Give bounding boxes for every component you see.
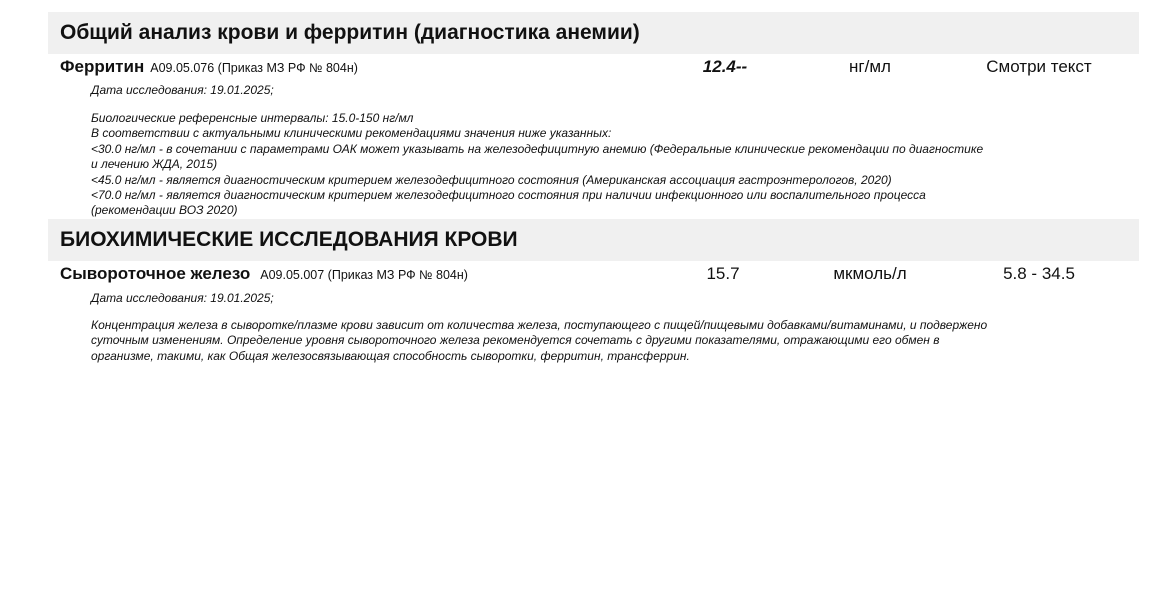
note-block-ferritin <box>91 111 1139 219</box>
note-line: (рекомендации ВОЗ 2020) <box>91 203 238 218</box>
research-date-serum-iron: Дата исследования: 19.01.2025; <box>91 291 274 305</box>
test-reference-ferritin: Смотри текст <box>986 57 1092 76</box>
test-value-serum-iron: 15.7 <box>706 264 740 283</box>
test-name-serum-iron <box>60 264 468 284</box>
test-unit-ferritin: нг/мл <box>849 57 891 76</box>
note-line: В соответствии с актуальными клиническими рекомендациями значения ниже указанных: <box>91 126 612 141</box>
test-row-ferritin <box>60 57 1140 81</box>
note-block-serum-iron <box>91 318 1139 364</box>
note-line: <70.0 нг/мл - является диагностическим критерием железодефицитного состояния при наличии инфекционного или воспалительного процесса <box>91 188 926 203</box>
test-code: A09.05.076 (Приказ МЗ РФ № 804н) <box>150 61 358 75</box>
note-line: и лечению ЖДА, 2015) <box>91 157 218 172</box>
note-line: суточным изменениям. Определение уровня сывороточного железа рекомендуется сочетать с другими показателями, отражающими его обмен в <box>91 333 940 348</box>
section-header-cbc: Общий анализ крови и ферритин (диагностика анемии) <box>48 12 1139 54</box>
test-value-ferritin: 12.4-- <box>702 57 748 76</box>
note-line: <45.0 нг/мл - является диагностическим критерием железодефицитного состояния (Американская ассоциация гастроэнтерологов, 2020) <box>91 172 892 187</box>
test-reference-serum-iron: 5.8 - 34.5 <box>1003 264 1075 283</box>
test-name-ferritin <box>60 57 358 77</box>
section-header-biochem: БИОХИМИЧЕСКИЕ ИССЛЕДОВАНИЯ КРОВИ <box>48 219 1139 261</box>
test-code: A09.05.007 (Приказ МЗ РФ № 804н) <box>260 268 468 282</box>
test-label: Ферритин <box>60 57 145 76</box>
note-line: организме, такими, как Общая железосвязывающая способность сыворотки, ферритин, трансферрин. <box>91 348 690 363</box>
test-row-serum-iron <box>60 264 1140 288</box>
research-date-ferritin: Дата исследования: 19.01.2025; <box>91 83 274 97</box>
test-unit-serum-iron: мкмоль/л <box>833 264 907 283</box>
note-line: Концентрация железа в сыворотке/плазме крови зависит от количества железа, поступающего с пищей/пищевыми добавками/витаминами, и подвержено <box>91 318 988 332</box>
note-line: Биологические референсные интервалы: 15.0-150 нг/мл <box>91 111 414 125</box>
test-label: Сывороточное железо <box>60 264 251 283</box>
note-line: <30.0 нг/мл - в сочетании с параметрами ОАК может указывать на железодефицитную анемию (Федеральные клинические рекомендации по диагностике <box>91 141 984 156</box>
